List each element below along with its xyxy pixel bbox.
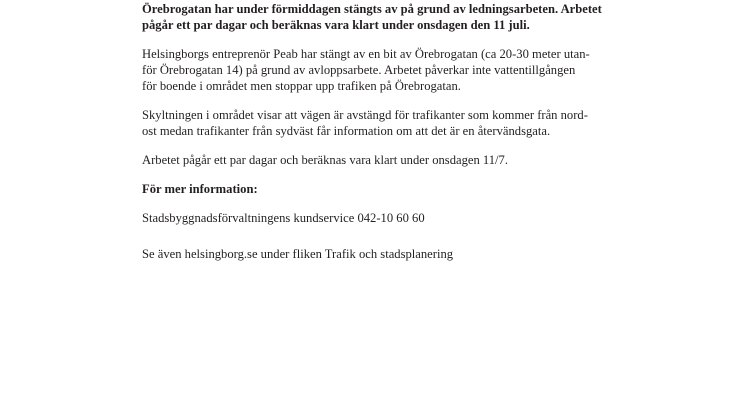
paragraph-2-line-1: Skyltningen i området visar att vägen är avstängd för trafikanter som kommer från nord- xyxy=(142,108,588,122)
more-info-heading: För mer information: xyxy=(142,182,258,196)
see-also-line: Se även helsingborg.se under fliken Trafik och stadsplanering xyxy=(142,247,454,261)
paragraph-2-line-2: ost medan trafikanter från sydväst får information om att det är en återvändsgata. xyxy=(142,124,551,138)
paragraph-1-line-3: för boende i området men stoppar upp trafiken på Örebrogatan. xyxy=(142,79,461,93)
paragraph-1-line-2: för Örebrogatan 14) på grund av avloppsarbete. Arbetet påverkar inte vattentillgången xyxy=(142,63,576,77)
paragraph-3: Arbetet pågår ett par dagar och beräknas vara klart under onsdagen 11/7. xyxy=(142,153,508,167)
paragraph-1-line-1: Helsingborgs entreprenör Peab har stängt av en bit av Örebrogatan (ca 20-30 meter utan- xyxy=(142,47,590,61)
contact-line: Stadsbyggnadsförvaltningens kundservice 042-10 60 60 xyxy=(142,211,425,225)
intro-line-2: pågår ett par dagar och beräknas vara klart under onsdagen den 11 juli. xyxy=(142,18,530,32)
intro-line-1: Örebrogatan har under förmiddagen stängts av på grund av ledningsarbeten. Arbetet xyxy=(142,2,602,16)
